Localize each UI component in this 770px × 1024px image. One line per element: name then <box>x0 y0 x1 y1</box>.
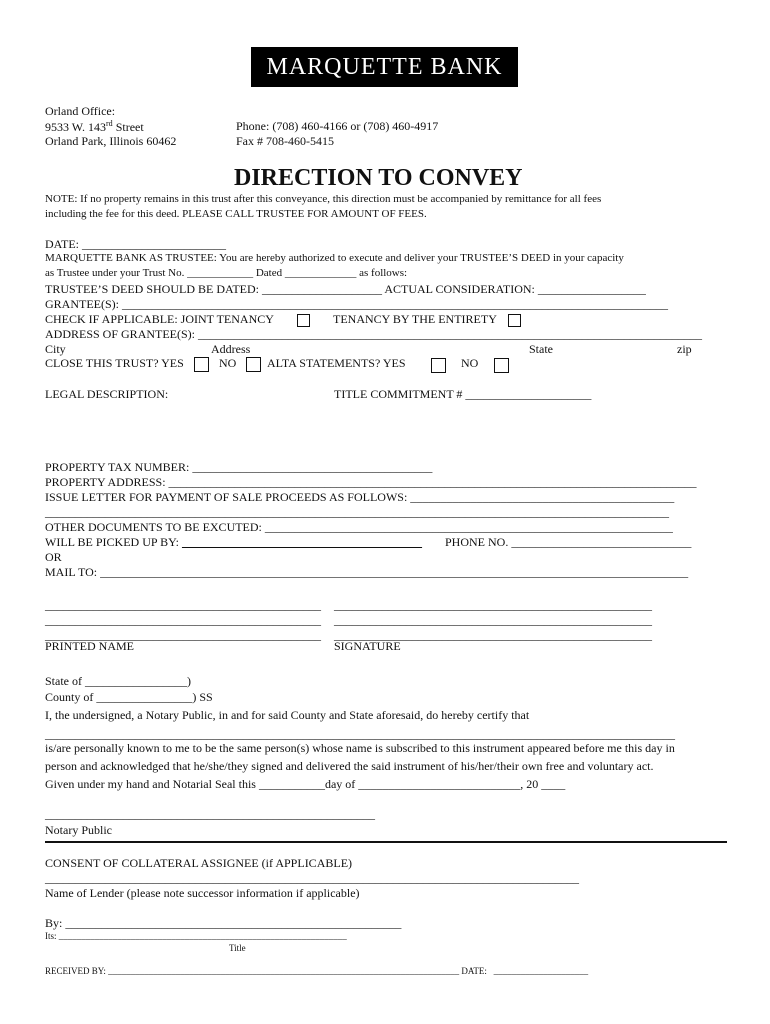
check-applicable-label: CHECK IF APPLICABLE: JOINT TENANCY <box>45 312 274 326</box>
address-pre: 9533 W. 143 <box>45 120 107 134</box>
address-label: Address <box>211 342 251 356</box>
address-sup: rd <box>106 119 113 128</box>
close-trust-no-label: NO <box>219 356 237 370</box>
office-label: Orland Office: <box>45 104 116 118</box>
note-line-1: NOTE: If no property remains in this trust after this conveyance, this direction must be accompanied by remittance for all fees <box>45 193 602 205</box>
tenancy-entirety-label: TENANCY BY THE ENTIRETY <box>333 312 497 326</box>
alta-no-label: NO <box>461 356 479 370</box>
alta-label: ALTA STATEMENTS? YES <box>267 356 406 370</box>
received-date-label: DATE: <box>459 966 487 976</box>
office-address <box>45 120 144 133</box>
notary-person-text: person and acknowledged that he/she/they signed and delivered the said instrument of his/her/their own free and voluntary act. <box>45 759 654 773</box>
its-field[interactable]: Its: ________________________________________________________________ <box>45 931 347 941</box>
notary-certify-text: I, the undersigned, a Notary Public, in and for said County and State aforesaid, do hereby certify that <box>45 708 530 722</box>
close-trust-label: CLOSE THIS TRUST? YES <box>45 356 184 370</box>
printed-name-blank-2[interactable]: ______________________________________________ <box>45 613 321 627</box>
lender-name-blank[interactable]: _________________________________________________________________________________________ <box>45 871 579 885</box>
office-city: Orland Park, Illinois 60462 <box>45 134 177 148</box>
address-post: Street <box>112 120 144 134</box>
city-label: City <box>45 342 66 356</box>
phone-no-field[interactable]: PHONE NO. ______________________________ <box>445 535 692 549</box>
address-grantees-field[interactable]: ADDRESS OF GRANTEE(S): ____________________________________________________________________________________ <box>45 327 703 341</box>
page-title: DIRECTION TO CONVEY <box>234 165 523 191</box>
printed-name-label: PRINTED NAME <box>45 639 134 653</box>
notary-county-field[interactable]: County of ________________) SS <box>45 690 213 704</box>
received-by-blank[interactable]: ______________________________________________________________________________ <box>108 966 460 976</box>
notary-public-label: Notary Public <box>45 823 112 837</box>
printed-name-blank-3[interactable]: ______________________________________________ <box>45 628 321 642</box>
received-by-field[interactable] <box>45 967 588 976</box>
notary-signature-blank[interactable]: _______________________________________________________ <box>45 807 375 821</box>
note-line-2: including the fee for this deed. PLEASE CALL TRUSTEE FOR AMOUNT OF FEES. <box>45 208 427 220</box>
signature-blank-1[interactable]: _____________________________________________________ <box>334 598 652 612</box>
signature-blank-2[interactable]: _____________________________________________________ <box>334 613 652 627</box>
picked-up-blank[interactable]: ________________________________________ <box>182 535 423 549</box>
property-address-field[interactable]: PROPERTY ADDRESS: ________________________________________________________________________________________ <box>45 475 697 489</box>
notary-known-text: is/are personally known to me to be the same person(s) whose name is subscribed to this instrument appeared before me this day in <box>45 741 675 755</box>
mail-to-field[interactable]: MAIL TO: __________________________________________________________________________________________________ <box>45 565 689 579</box>
notary-name-blank[interactable]: _________________________________________________________________________________________________________ <box>45 727 675 741</box>
grantees-field[interactable]: GRANTEE(S): ___________________________________________________________________________________________ <box>45 297 668 311</box>
notary-state-field[interactable]: State of _________________) <box>45 674 191 688</box>
signature-label: SIGNATURE <box>334 639 401 653</box>
alta-yes-checkbox[interactable] <box>431 358 446 373</box>
printed-name-blank-1[interactable]: ______________________________________________ <box>45 598 321 612</box>
received-date-blank[interactable]: _____________________ <box>493 966 589 976</box>
office-fax: Fax # 708-460-5415 <box>236 134 334 148</box>
picked-up-label: WILL BE PICKED UP BY: <box>45 535 183 549</box>
close-trust-yes-checkbox[interactable] <box>194 357 209 372</box>
trustee-line-2[interactable]: as Trustee under your Trust No. ____________ Dated _____________ as follows: <box>45 267 408 279</box>
property-tax-field[interactable]: PROPERTY TAX NUMBER: ________________________________________ <box>45 460 433 474</box>
zip-label: zip <box>677 342 692 356</box>
other-documents-field[interactable]: OTHER DOCUMENTS TO BE EXCUTED: ____________________________________________________________________ <box>45 520 673 534</box>
office-phone: Phone: (708) 460-4166 or (708) 460-4917 <box>236 119 439 133</box>
consent-heading: CONSENT OF COLLATERAL ASSIGNEE (if APPLICABLE) <box>45 856 353 870</box>
or-label: OR <box>45 550 62 564</box>
alta-no-checkbox[interactable] <box>494 358 509 373</box>
notary-given-field[interactable]: Given under my hand and Notarial Seal this ___________day of ___________________________, 20 ____ <box>45 777 566 791</box>
legal-description-label: LEGAL DESCRIPTION: <box>45 387 169 401</box>
by-field[interactable]: By: ________________________________________________________ <box>45 916 402 930</box>
date-field[interactable]: DATE: ________________________ <box>45 237 226 251</box>
joint-tenancy-checkbox[interactable] <box>297 314 310 327</box>
received-by-label: RECEIVED BY: <box>45 966 109 976</box>
lender-name-label: Name of Lender (please note successor information if applicable) <box>45 886 360 900</box>
signature-blank-3[interactable]: _____________________________________________________ <box>334 628 652 642</box>
deed-dated-field[interactable]: TRUSTEE’S DEED SHOULD BE DATED: ____________________ ACTUAL CONSIDERATION: __________________ <box>45 282 646 296</box>
issue-letter-field[interactable]: ISSUE LETTER FOR PAYMENT OF SALE PROCEEDS AS FOLLOWS: ____________________________________________ <box>45 490 675 504</box>
bank-logo <box>251 47 518 87</box>
title-commitment-field[interactable]: TITLE COMMITMENT # _____________________ <box>334 387 592 401</box>
bank-name: MARQUETTE BANK <box>266 53 503 80</box>
picked-up-by-field[interactable] <box>45 536 422 548</box>
section-divider <box>45 841 727 843</box>
state-label: State <box>529 342 553 356</box>
trustee-line-1: MARQUETTE BANK AS TRUSTEE: You are hereby authorized to execute and deliver your TRUSTEE’S DEED in your capacity <box>45 252 624 264</box>
title-label: Title <box>229 943 246 953</box>
issue-letter-continuation[interactable]: ________________________________________________________________________________________________________ <box>45 505 669 519</box>
tenancy-entirety-checkbox[interactable] <box>508 314 521 327</box>
close-trust-no-checkbox[interactable] <box>246 357 261 372</box>
